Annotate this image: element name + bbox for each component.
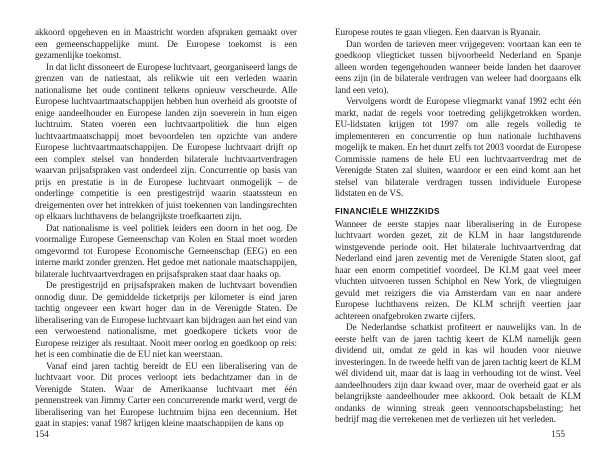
paragraph: Wanneer de eerste stapjes naar liberalisering in de Europese luchtvaart worden gezet, zit de KLM in haar langstdurende winstgevende periode ooit. Het bilaterale luchtvaartverdrag dat Nederland eind jaren zeventig met de Verenigde Staten sloot, gaf haar een enorm competitief voordeel. De KLM gaat veel meer vluchten uitvoeren tussen Schiphol en New York, de vliegtuigen gevuld met reizigers die via Amsterdam van en naar andere Europese luchthavens reizen. De KLM schrijft veertien jaar achtereen onafgebroken zwarte cijfers. bbox=[335, 218, 581, 321]
page-left bbox=[35, 27, 297, 439]
section-heading: FINANCIËLE WHIZZKIDS bbox=[335, 206, 440, 216]
paragraph: Dan worden de tarieven meer vrijgegeven: voortaan kan een te goedkoop vliegticket tussen bijvoorbeeld Nederland en Spanje alleen worden tegengehouden wanneer beide landen het daarover eens zijn (in de bilaterale verdragen van weleer had doorgaans elk land een veto). bbox=[335, 38, 581, 95]
page-left-text-block bbox=[35, 27, 297, 427]
paragraph: Dat nationalisme is veel politiek leiders een doorn in het oog. De voormalige Europese Gemeenschap van Kolen en Staal moet worden omgevormd tot Europese Economische Gemeenschap (EEG) en een interne markt zonder grenzen. Het gedoe met nationale maatschappijen, bilaterale luchtvaartverdragen en prijsafspraken staat daar haaks op. bbox=[35, 222, 297, 279]
page-number-right: 155 bbox=[551, 429, 565, 439]
paragraph: Vervolgens wordt de Europese vliegmarkt vanaf 1992 echt één markt, nadat de regels voor toetreding gelijkgetrokken worden. EU-lidstaten krijgen tot 1997 om alle regels volledig te implementeren en concurrentie op hun nationale luchthavens mogelijk te maken. En het duurt zelfs tot 2003 voordat de Europese Commissie namens de hele EU een luchtvaartverdrag met de Verenigde Staten zal sluiten, waardoor er een eind komt aan het stelsel van bilaterale verdragen tussen individuele Europese lidstaten en de VS. bbox=[335, 96, 581, 198]
paragraph: Vanaf eind jaren tachtig bereidt de EU een liberalisering van de luchtvaart voor. Dit proces verloopt iets bedachtzamer dan in de Verenigde Staten. Waar de Amerikaanse luchtvaart met één pennenstreek van Jimmy Carter een concurrerende markt werd, vergt de liberalisering van het Europese luchtruim bijna een decennium. Het gaat in stapjes: vanaf 1987 krijgen kleine maatschappijen de kans op bbox=[35, 360, 297, 427]
page-right bbox=[335, 27, 581, 439]
paragraph: akkoord opgeheven en in Maastricht worden afspraken gemaakt over een gemeenschappelijke munt. De Europese toekomst is een gezamenlijke toekomst. bbox=[35, 27, 297, 60]
paragraph bbox=[335, 426, 581, 428]
paragraph: De prestigestrijd en prijsafspraken maken de luchtvaart bovendien onnodig duur. De gemiddelde ticketprijs per kilometer is eind jaren tachtig ongeveer een kwart hoger dan in de Verenigde Staten. De liberalisering van de Europese luchtvaart kan bijdragen aan het eind van een verwoestend nationalisme, met goedkopere tickets voor de Europese reiziger als resultaat. Nooit meer oorlog en goedkoop op reis: het is een combinatie die de EU niet kan weerstaan. bbox=[35, 280, 297, 359]
page-right-text-block bbox=[335, 27, 581, 427]
page-number-left: 154 bbox=[35, 429, 49, 439]
paragraph: In dat licht dissoneert de Europese luchtvaart, georganiseerd langs de grenzen van de natiestaat, als relikwie uit een verleden waarin nationalisme het oude continent telkens opnieuw verscheurde. Alle Europese luchtvaartmaatschappijen hebben hun overheid als grootste of enige aandeelhouder en Europese landen zijn soeverein in hun eigen luchtruim. Staten voeren een luchtvaartpolitiek die hun eigen luchtvaartmaatschappij moet bevoordelen ten opzichte van andere Europese luchtvaartmaatschappijen. De Europese luchtvaart drijft op een complex stelsel van honderden bilaterale luchtvaartverdragen waarvan prijsafspraken vast onderdeel zijn. Concurrentie op basis van prijs en prestatie is in de Europese luchtvaart onmogelijk – de onderlinge competitie is een prestigestrijd waarin staatssteun en dreigementen over het intrekken of juist toekennen van landingsrechten op elkaars luchthavens de belangrijkste troefkaarten zijn. bbox=[35, 61, 297, 221]
paragraph: Europese routes te gaan vliegen. Een daarvan is Ryanair. bbox=[335, 27, 541, 37]
paragraph: De Nederlandse schatkist profiteert er nauwelijks van. In de eerste helft van de jaren tachtig keert de KLM namelijk geen dividend uit, omdat ze geld in kas wil houden voor nieuwe investeringen. In de tweede helft van de jaren tachtig keert de KLM wél dividend uit, maar dat is laag in verhouding tot de winst. Veel aandeelhouders zijn daar kwaad over, maar de overheid gaat er als belangrijkste aandeelhouder mee akkoord. Ook betaalt de KLM ondanks de winning streak geen vennootschapsbelasting; het bedrijf mag die verrekenen met de verliezen uit het verleden. bbox=[335, 322, 581, 424]
